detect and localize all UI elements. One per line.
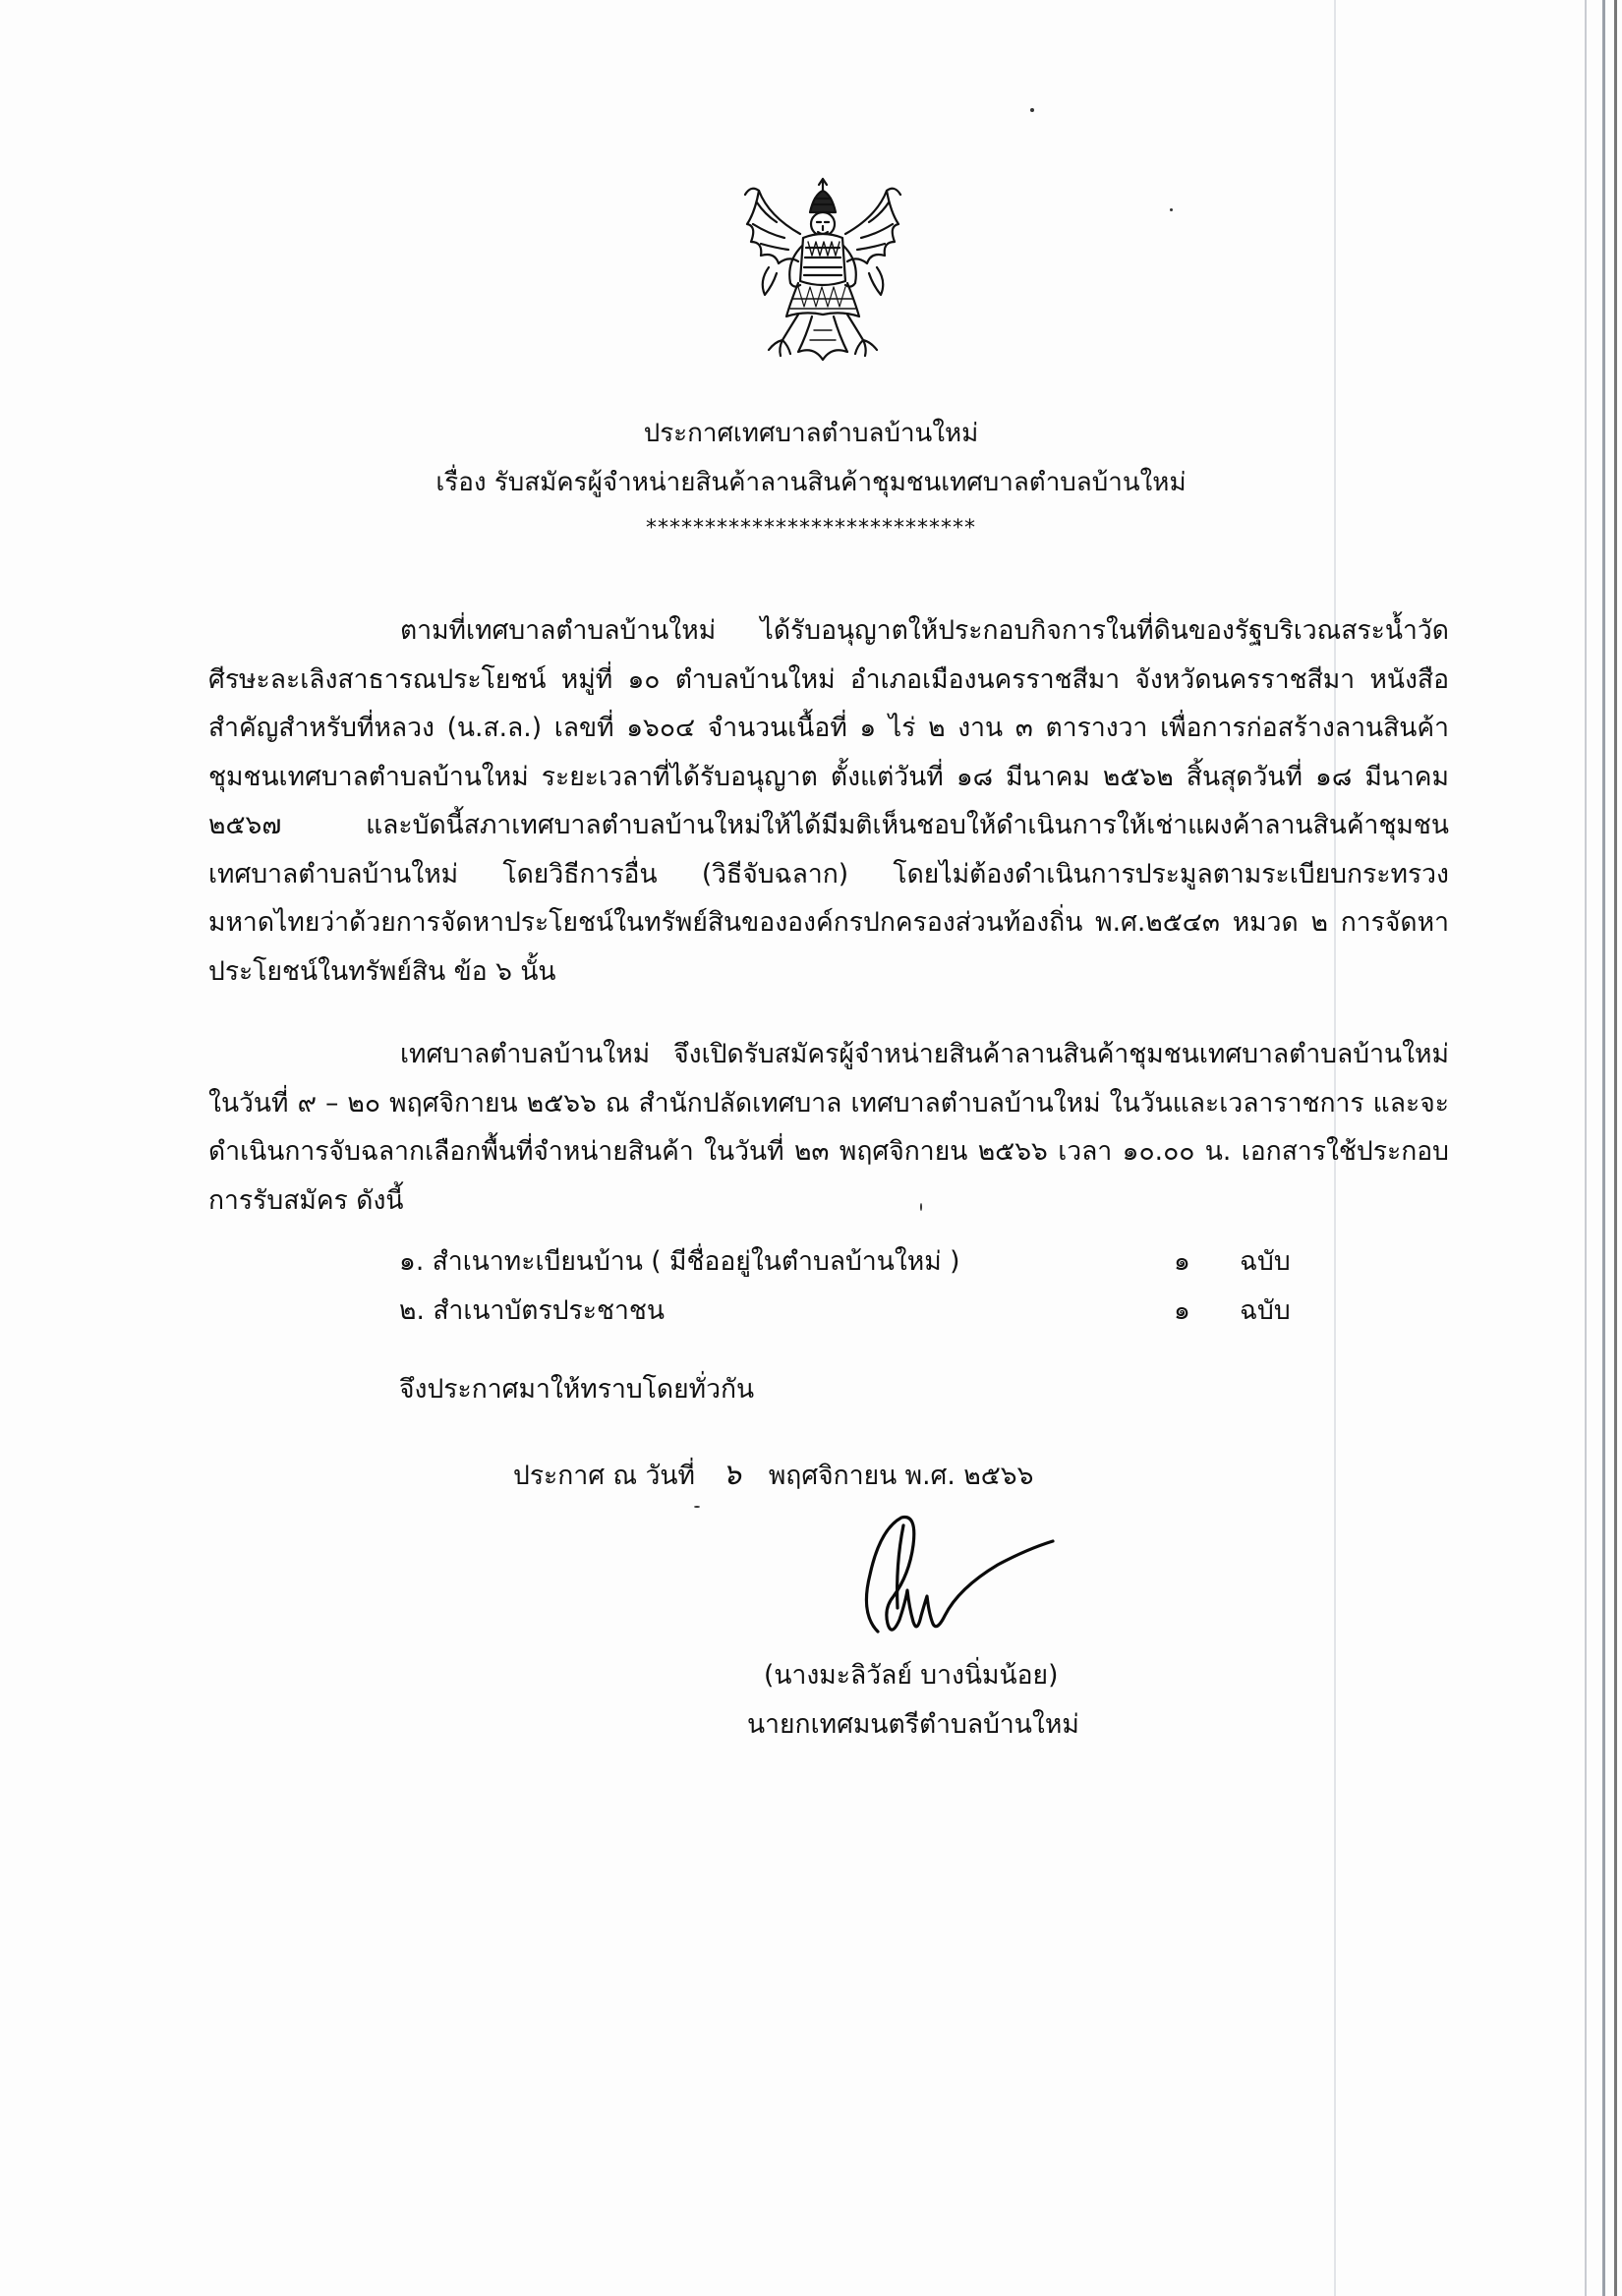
- scan-speck: [694, 1506, 700, 1508]
- document-unit: ฉบับ: [1240, 1295, 1291, 1326]
- handwritten-signature-icon: [831, 1506, 1086, 1653]
- scan-speck: [1170, 208, 1173, 211]
- scan-speck: [1030, 108, 1034, 112]
- body-paragraph-1: ตามที่เทศบาลตำบลบ้านใหม่ ได้รับอนุญาตให้ประกอบกิจการในที่ดินของรัฐบริเวณสระน้ำวัดศีรษะละเลิงสาธารณประโยชน์ หมู่ที่ ๑๐ ตำบลบ้านใหม่ อำเภอเมืองนครราชสีมา จังหวัดนครราชสีมา หนังสือสำคัญสำหรับที่หลวง (น.ส.ล.) เลขที่ ๑๖๐๔ จำนวนเนื้อที่ ๑ ไร่ ๒ งาน ๓ ตารางวา เพื่อการก่อสร้างลานสินค้าชุมชนเทศบาลตำบลบ้านใหม่ ระยะเวลาที่ได้รับอนุญาต ตั้งแต่วันที่ ๑๘ มีนาคม ๒๕๖๒ สิ้นสุดวันที่ ๑๘ มีนาคม ๒๕๖๗ และบัดนี้สภาเทศบาลตำบลบ้านใหม่ให้ได้มีมติเห็นชอบให้ดำเนินการให้เช่าแผงค้าลานสินค้าชุมชนเทศบาลตำบลบ้านใหม่ โดยวิธีการอื่น (วิธีจับฉลาก) โดยไม่ต้องดำเนินการประมูลตามระเบียบกระทรวงมหาดไทยว่าด้วยการจัดหาประโยชน์ในทรัพย์สินขององค์กรปกครองส่วนท้องถิ่น พ.ศ.๒๕๔๓ หมวด ๒ การจัดหาประโยชน์ในทรัพย์สิน ข้อ ๖ นั้น: [208, 615, 1449, 987]
- signer-name: (นางมะลิวัลย์ บางนิ่มน้อย): [764, 1660, 1059, 1691]
- document-name: ๑. สำเนาทะเบียนบ้าน ( มีชื่ออยู่ในตำบลบ้านใหม่ ): [399, 1246, 960, 1277]
- required-document-item: [399, 1290, 1291, 1337]
- document-unit: ฉบับ: [1240, 1246, 1291, 1277]
- document-quantity: ๑: [1174, 1295, 1190, 1326]
- signer-title: นายกเทศมนตรีตำบลบ้านใหม่: [747, 1709, 1079, 1740]
- date-prefix: ประกาศ ณ วันที่: [513, 1461, 695, 1491]
- date-suffix: พฤศจิกายน พ.ศ. ๒๕๖๖: [768, 1461, 1034, 1491]
- scan-edge-line: [1602, 0, 1605, 2296]
- body-paragraph-2: เทศบาลตำบลบ้านใหม่ จึงเปิดรับสมัครผู้จำหน่ายสินค้าลานสินค้าชุมชนเทศบาลตำบลบ้านใหม่ ในวันที่ ๙ – ๒๐ พฤศจิกายน ๒๕๖๖ ณ สำนักปลัดเทศบาล เทศบาลตำบลบ้านใหม่ ในวันและเวลาราชการ และจะดำเนินการจับฉลากเลือกพื้นที่จำหน่ายสินค้า ในวันที่ ๒๓ พฤศจิกายน ๒๕๖๖ เวลา ๑๐.๐๐ น. เอกสารใช้ประกอบการรับสมัคร ดังนี้: [208, 1039, 1449, 1216]
- document-quantity: ๑: [1174, 1246, 1190, 1277]
- announcement-date: [513, 1452, 1033, 1498]
- scan-edge-line: [1585, 0, 1587, 2296]
- required-document-item: [399, 1240, 1291, 1288]
- closing-statement: จึงประกาศมาให้ทราบโดยทั่วกัน: [399, 1374, 755, 1405]
- garuda-emblem-icon: [729, 173, 916, 370]
- scan-edge-line: [1614, 0, 1617, 2296]
- announcement-subject: เรื่อง รับสมัครผู้จำหน่ายสินค้าลานสินค้าชุมชนเทศบาลตำบลบ้านใหม่: [435, 468, 1187, 497]
- title-divider: ****************************: [646, 516, 976, 541]
- date-day-handwritten: ๖: [722, 1458, 741, 1492]
- document-name: ๒. สำเนาบัตรประชาชน: [399, 1295, 665, 1326]
- announcement-title: ประกาศเทศบาลตำบลบ้านใหม่: [643, 419, 979, 448]
